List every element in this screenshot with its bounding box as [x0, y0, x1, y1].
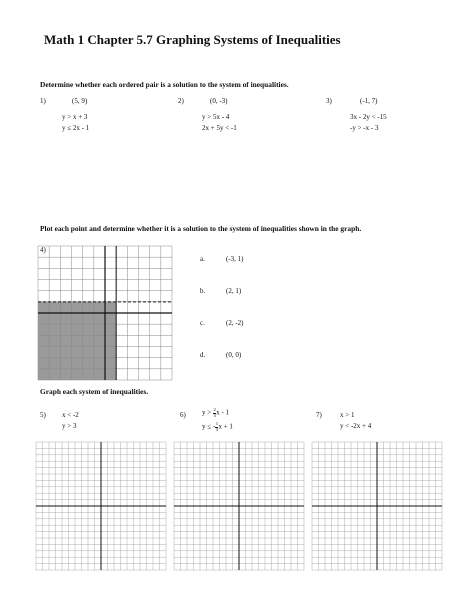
fraction: $\frac{1}{3}$: [215, 421, 218, 432]
inequality-1: x < -2: [62, 411, 79, 419]
inequality-1: 3x - 2y < -15: [350, 113, 387, 121]
graph-problem-4: [38, 246, 172, 380]
problem-number: 3): [326, 97, 332, 105]
inequality-2: y < -2x + 4: [340, 422, 372, 430]
inequality-2: y > 3: [62, 422, 77, 430]
problem-number: 2): [178, 97, 184, 105]
problem-number: 5): [40, 411, 46, 419]
inequality-1: y > x + 3: [62, 113, 88, 121]
blank-graph-problem-5: [36, 442, 166, 570]
blank-graph-problem-6: [174, 442, 304, 570]
ordered-pair: (-1, 7): [360, 97, 378, 105]
option-letter: c.: [200, 319, 205, 327]
blank-graph-problem-7: [312, 442, 442, 570]
inequality-1: x > 1: [340, 411, 355, 419]
inequality-2: -y > -x - 3: [350, 124, 379, 132]
inequality-2: y ≤ 2x - 1: [62, 124, 90, 132]
option-point: (2, 1): [226, 287, 242, 295]
ordered-pair: (0, -3): [210, 97, 228, 105]
problem-number: 6): [180, 411, 186, 419]
inequality-2: y ≤ - $\frac{1}{3}$ x + 1: [202, 421, 233, 432]
ordered-pair: (5, 9): [72, 97, 88, 105]
page-title: Math 1 Chapter 5.7 Graphing Systems of Inequalities: [44, 32, 341, 47]
problem-number: 4): [40, 246, 46, 254]
section3-instruction: Graph each system of inequalities.: [40, 387, 149, 396]
fraction: $\frac{2}{3}$: [213, 407, 216, 418]
inequality-1: y > 5x - 4: [202, 113, 230, 121]
problem-number: 7): [316, 411, 322, 419]
option-letter: d.: [200, 351, 206, 359]
option-point: (0, 0): [226, 351, 242, 359]
inequality-2: 2x + 5y < -1: [202, 124, 237, 132]
option-point: (2, -2): [226, 319, 244, 327]
section2-instruction: Plot each point and determine whether it is a solution to the system of inequalities shown in the graph.: [40, 224, 362, 233]
section1-instruction: Determine whether each ordered pair is a solution to the system of inequalities.: [40, 80, 289, 89]
problem-number: 1): [40, 97, 46, 105]
option-letter: a.: [200, 255, 205, 263]
option-letter: b.: [200, 287, 206, 295]
inequality-1: y > $\frac{2}{3}$ x - 1: [202, 407, 230, 418]
option-point: (-3, 1): [226, 255, 244, 263]
